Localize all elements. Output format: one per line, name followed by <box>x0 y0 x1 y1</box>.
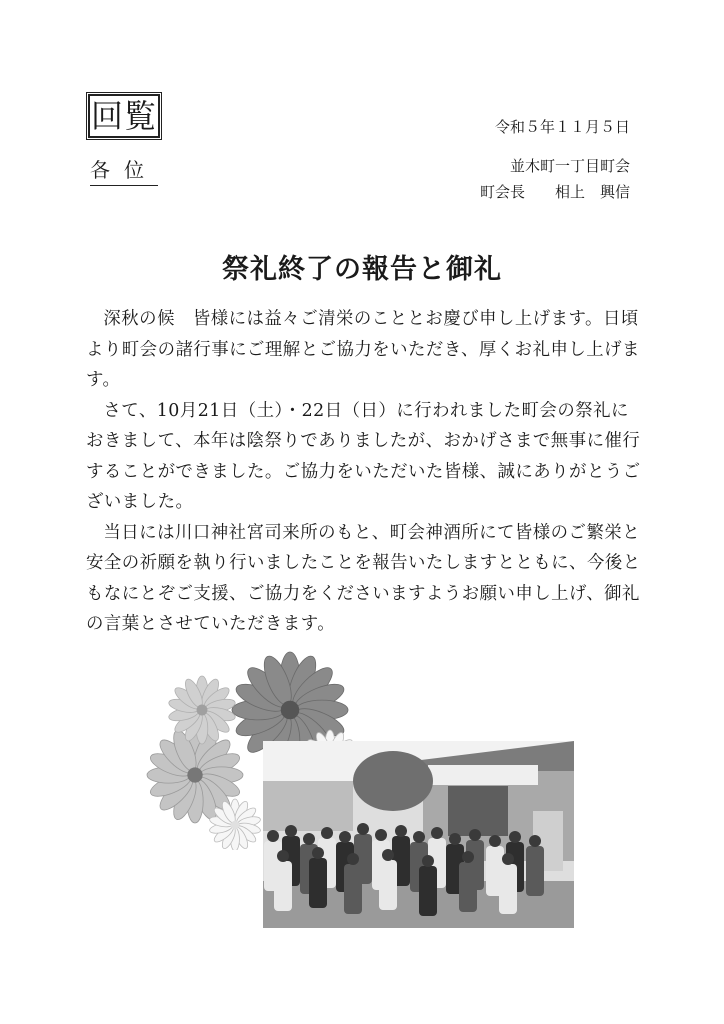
paragraph-greeting: 深秋の候 皆様には益々ご清栄のこととお慶び申し上げます。日頃より町会の諸行事にご理解とご協力をいただき、厚くお礼申し上げます。 <box>86 309 640 390</box>
document-title: 祭礼終了の報告と御礼 <box>222 254 502 285</box>
sender-person: 町会長 相上 興信 <box>479 183 630 201</box>
festival-photo <box>263 741 574 928</box>
paragraph-thanks: 当日には川口神社宮司来所のもと、町会神酒所にて皆様のご繁栄と安全の祈願を執り行いましたことを報告いたしますとともに、今後ともなにとぞご支援、ご協力をくださいますようお願い申し上げ、御礼の言葉とさせていただきます。 <box>86 522 641 634</box>
paragraph-festival-report: さて、10月21日（土）・22日（日）に行われました町会の祭礼におきまして、本年は陰祭りでありましたが、おかげさまで無事に催行することができました。ご協力をいただいた皆様、誠にありがとうございました。 <box>86 400 641 512</box>
kairan-stamp: 回覧 <box>88 94 160 138</box>
sender-block <box>480 153 630 205</box>
document-body <box>86 304 642 640</box>
document-date: 令和５年１１月５日 <box>494 118 630 136</box>
sender-organization: 並木町一丁目町会 <box>509 157 630 175</box>
recipient: 各位 <box>90 154 158 186</box>
